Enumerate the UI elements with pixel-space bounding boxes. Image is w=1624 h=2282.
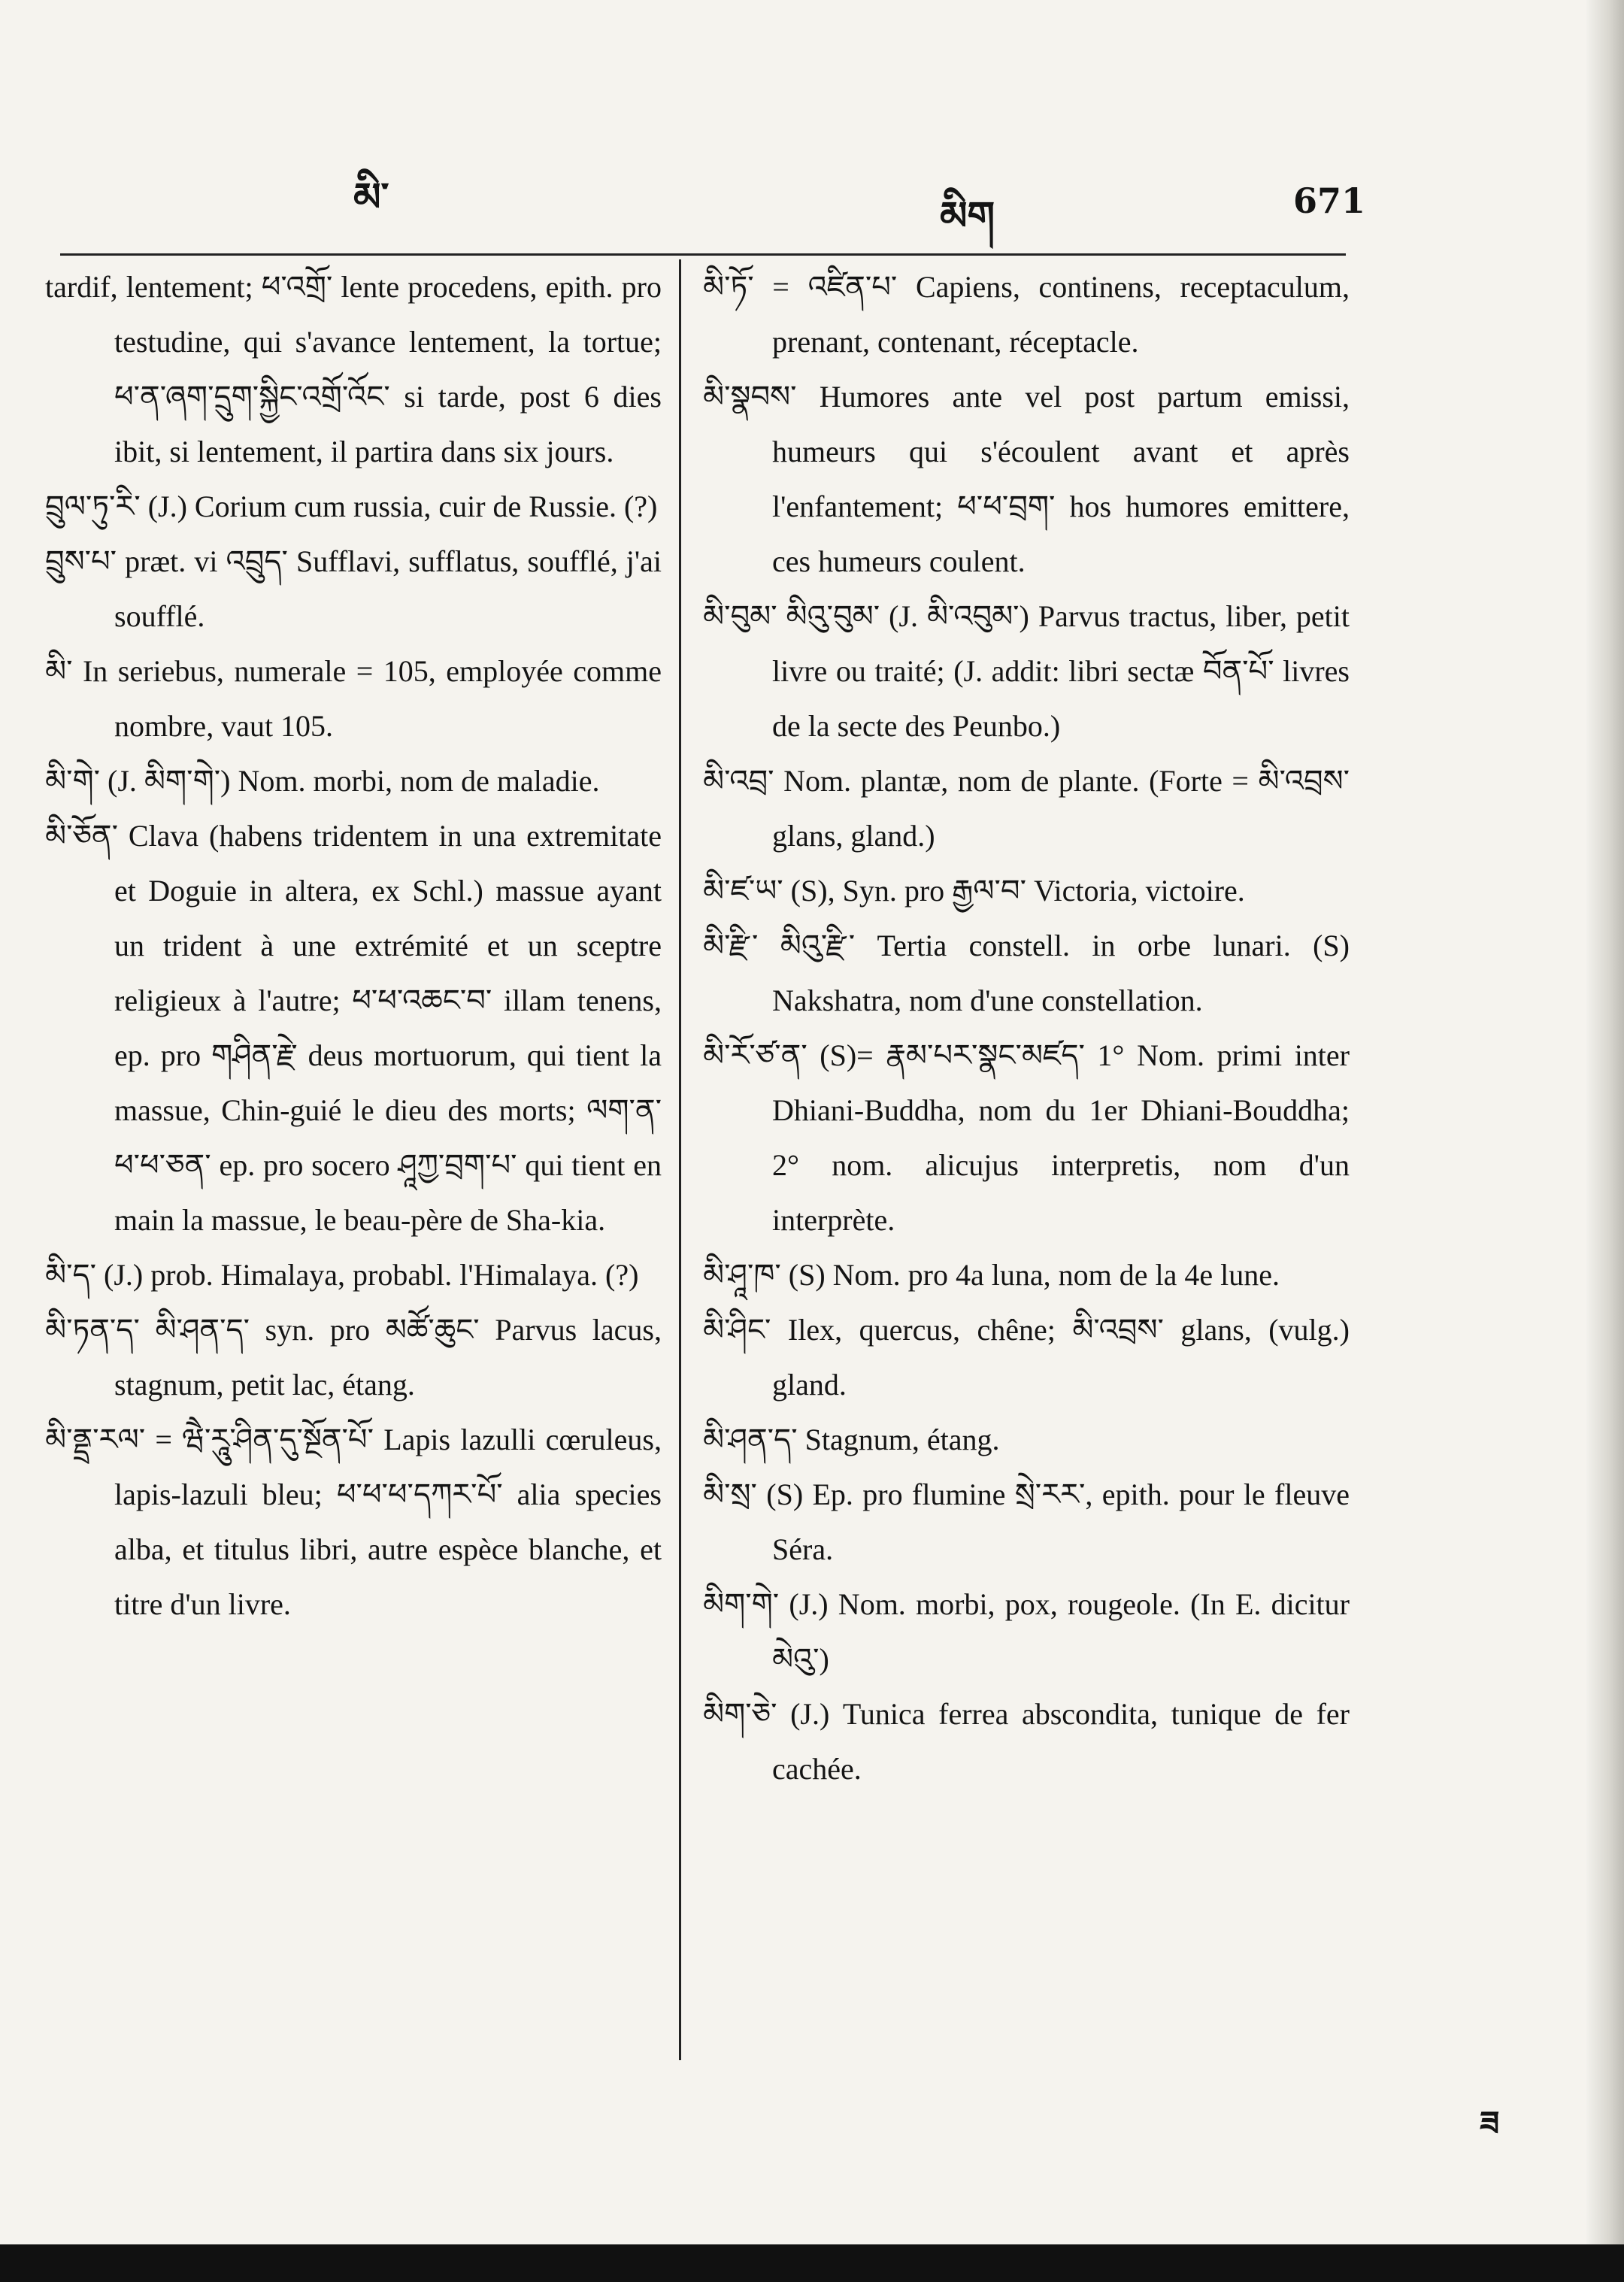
entry: མི་ཤཱ་ཁ་ (S) Nom. pro 4a luna, nom de la 4e lune. (703, 1258, 1280, 1292)
entry: མི་ In seriebus, numerale = 105, employée comme nombre, vaut 105. (45, 654, 662, 743)
entry: མི་ཛ་ཡ་ (S), Syn. pro རྒྱལ་བ་ Victoria, victoire. (703, 874, 1245, 908)
entry: མི་སྲ་ (S) Ep. pro flumine སྲེ་རར་, epith. pour le fleuve Séra. (703, 1477, 1350, 1566)
entry: མི་བུམ་ མིའུ་བུམ་ (J. མི་འབུམ་) Parvus tractus, liber, petit livre ou traité; (J. addit: libri sectæ བོན་པོ་ livres de la secte des Peunbo.) (703, 599, 1350, 743)
entry: མིག་ཅེ་ (J.) Tunica ferrea abscondita, tunique de fer cachée. (703, 1697, 1350, 1786)
entry: མི་ཏན་ད་ མི་ཤན་ད་ syn. pro མཚོ་ཆུང་ Parvus lacus, stagnum, petit lac, étang. (45, 1313, 662, 1402)
page-spine-edge (1586, 0, 1624, 2282)
entry: མི་ཤིང་ Ilex, quercus, chêne; མི་འབྲས་ glans, (vulg.) gland. (703, 1313, 1350, 1402)
entry: མི་ཤན་ད་ Stagnum, étang. (703, 1423, 1000, 1456)
entry: མི་རྫི་ མིའུ་རྫི་ Tertia constell. in orbe lunari. (S) Nakshatra, nom d'une constellation. (703, 929, 1350, 1017)
entry: བྲུས་པ་ præt. vi འབྲུད་ Sufflavi, sufflatus, soufflé, j'ai soufflé. (45, 544, 662, 633)
entry: མི་ཅོན་ Clava (habens tridentem in una extremitate et Doguie in altera, ex Schl.) massue ayant un trident à une extrémité et un sceptre religieux à l'autre; ཕ་ཕ་འཆང་བ་ illam tenens, ep. pro གཤིན་རྗེ་ deus mortuorum, qui tient la massue, Chin-guié le dieu des morts; ལག་ན་ཕ་ཕ་ཅན་ ep. pro socero ཤཱཀྱ་བྲག་པ་ qui tient en main la massue, le beau-père de Sha-kia. (45, 819, 662, 1237)
entry: མི་སྣབས་ Humores ante vel post partum emissi, humeurs qui s'écoulent avant et après l'enfantement; ཕ་ཕ་བྲག་ hos humores emittere, ces humeurs coulent. (703, 380, 1350, 578)
entry: བྲུལ་ཏུ་རི་ (J.) Corium cum russia, cuir de Russie. (?) (45, 489, 658, 523)
entry: མིག་གེ་ (J.) Nom. morbi, pox, rougeole. (In E. dicitur མེའུ་) (703, 1587, 1350, 1676)
entry: tardif, lentement; ཕ་འགྲོ་ lente procedens, epith. pro testudine, qui s'avance lentement, la tortue; ཕ་ན་ཞག་དྲུག་སྐྱིང་འགྲོ་འོང་ si tarde, post 6 dies ibit, si lentement, il partira dans six jours. (45, 270, 662, 468)
entry: མི་རོ་ཙ་ན་ (S)= རྣམ་པར་སྣང་མཛད་ 1° Nom. primi inter Dhiani-Buddha, nom du 1er Dhiani-Bouddha; 2° nom. alicujus interpretis, nom d'un interprète. (703, 1038, 1350, 1237)
page-number: 671 (1293, 180, 1366, 221)
header-left-word: མི་ (353, 174, 389, 220)
header-center-word: མིག (940, 193, 995, 239)
right-column (703, 259, 1350, 1796)
entry: མི་གེ་ (J. མིག་གེ་) Nom. morbi, nom de maladie. (45, 764, 600, 798)
column-divider (679, 259, 681, 2060)
left-column (45, 259, 662, 1632)
header-rule (60, 253, 1346, 256)
entry: མི་ཏོ་ = འཛིན་པ་ Capiens, continens, receptaculum, prenant, contenant, réceptacle. (703, 270, 1350, 359)
entry: མི་ད་ (J.) prob. Himalaya, probabl. l'Himalaya. (?) (45, 1258, 639, 1292)
margin-mark: ཟ (1480, 2105, 1500, 2143)
entry: མི་ནྡྲ་རལ་ = ཝཻ་རཱུ་ཤིན་དུ་སྔོན་པོ་ Lapis lazulli cœruleus, lapis-lazuli bleu; ཕ་ཕ་ཕ་དཀར་པོ་ alia species alba, et titulus libri, autre espèce blanche, et titre d'un livre. (45, 1423, 662, 1621)
entry: མི་འབྲ་ Nom. plantæ, nom de plante. (Forte = མི་འབྲས་ glans, gland.) (703, 764, 1350, 853)
scan-bottom-border (0, 2244, 1624, 2282)
